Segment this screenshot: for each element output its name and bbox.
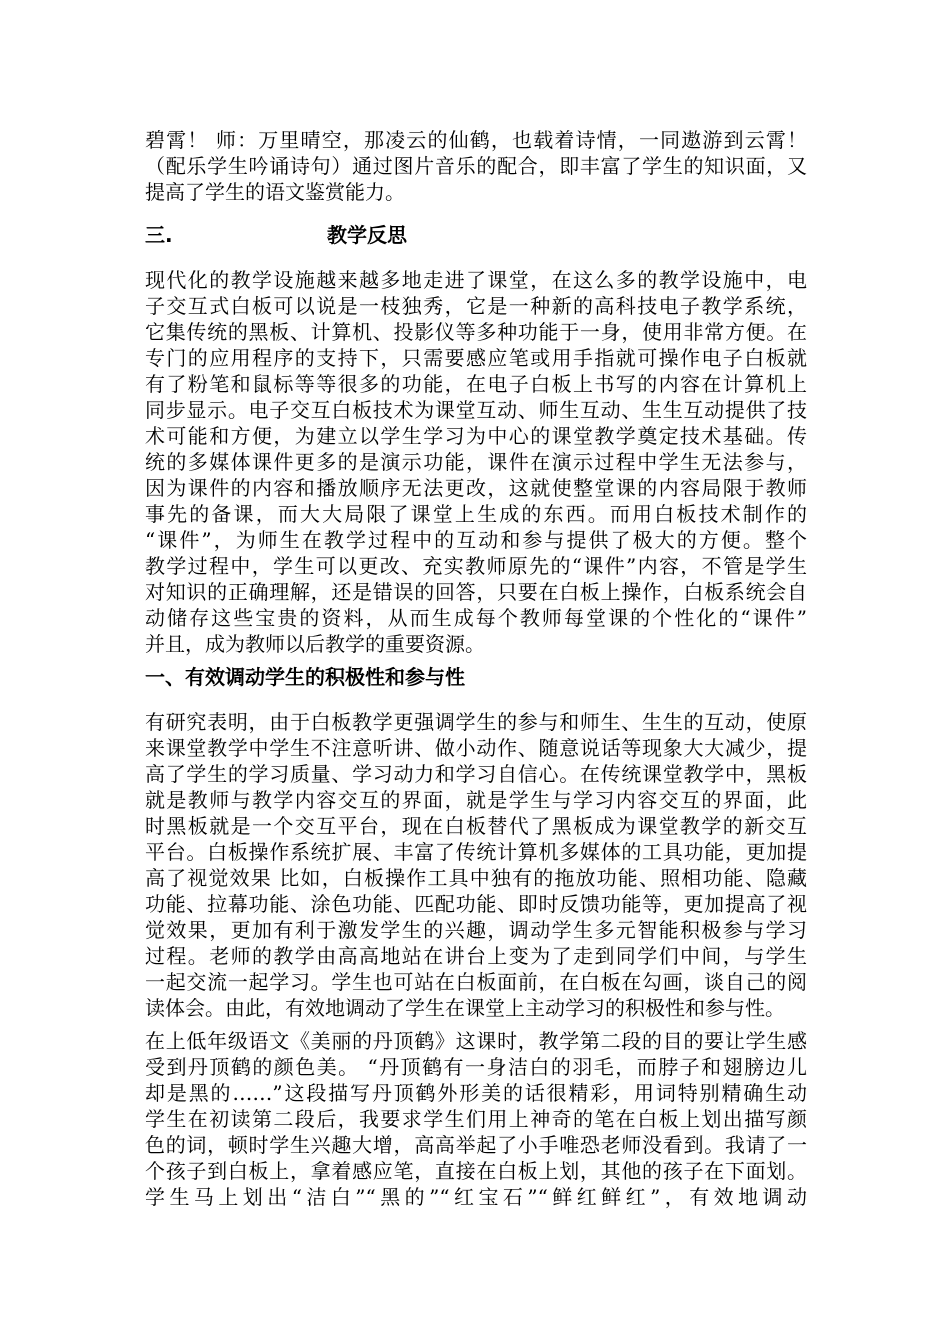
text-line: 碧霄！ 师：万里晴空，那凌云的仙鹤，也载着诗情，一同遨游到云霄！ xyxy=(145,128,807,152)
text-line: 个孩子到白板上，拿着感应笔，直接在白板上划，其他的孩子在下面划。 xyxy=(145,1159,807,1183)
text-line: 平台。白板操作系统扩展、丰富了传统计算机多媒体的工具功能，更加提 xyxy=(145,840,807,864)
text-line: 因为课件的内容和播放顺序无法更改，这就使整堂课的内容局限于教师 xyxy=(145,476,807,500)
text-line: “课件”，为师生在教学过程中的互动和参与提供了极大的方便。整个 xyxy=(145,528,807,552)
text-line: 却是黑的……”这段描写丹顶鹤外形美的话很精彩，用词特别精确生动 xyxy=(145,1081,807,1105)
text-line: 学生在初读第二段后，我要求学生们用上神奇的笔在白板上划出描写颜 xyxy=(145,1107,807,1131)
text-line: 术可能和方便，为建立以学生学习为中心的课堂教学奠定技术基础。传 xyxy=(145,424,807,448)
text-line: 教学过程中，学生可以更改、充实教师原先的“课件”内容，不管是学生 xyxy=(145,554,807,578)
text-line: 有研究表明，由于白板教学更强调学生的参与和师生、生生的互动，使原 xyxy=(145,710,807,734)
paragraph-reflection xyxy=(145,267,807,657)
text-line: 子交互式白板可以说是一枝独秀，它是一种新的高科技电子教学系统， xyxy=(145,294,807,318)
paragraph-intro-tail xyxy=(145,127,807,205)
text-line: 功能、拉幕功能、涂色功能、匹配功能、即时反馈功能等，更加提高了视 xyxy=(145,892,807,916)
text-line: （配乐学生吟诵诗句）通过图片音乐的配合，即丰富了学生的知识面，又 xyxy=(145,154,807,178)
text-line: 有了粉笔和鼠标等等很多的功能，在电子白板上书写的内容在计算机上 xyxy=(145,372,807,396)
text-line: 过程。老师的教学由高高地站在讲台上变为了走到同学们中间，与学生 xyxy=(145,944,807,968)
section-heading-three xyxy=(145,222,407,248)
text-line: 觉效果，更加有利于激发学生的兴趣，调动学生多元智能积极参与学习 xyxy=(145,918,807,942)
text-line: 同步显示。电子交互白板技术为课堂互动、师生互动、生生互动提供了技 xyxy=(145,398,807,422)
text-line: 专门的应用程序的支持下，只需要感应笔或用手指就可操作电子白板就 xyxy=(145,346,807,370)
section-title: 教学反思 xyxy=(327,223,407,247)
text-line: 它集传统的黑板、计算机、投影仪等多种功能于一身，使用非常方便。在 xyxy=(145,320,807,344)
section-title: 一、有效调动学生的积极性和参与性 xyxy=(145,665,465,689)
text-line: 受到丹顶鹤的颜色美。 “丹顶鹤有一身洁白的羽毛，而脖子和翅膀边儿 xyxy=(145,1055,807,1079)
text-line: 学生马上划出“洁白”“黑的”“红宝石”“鲜红鲜红”，有效地调动 xyxy=(145,1185,807,1209)
text-line: 现代化的教学设施越来越多地走进了课堂，在这么多的教学设施中，电 xyxy=(145,268,807,292)
text-line: 动储存这些宝贵的资料，从而生成每个教师每堂课的个性化的“课件” xyxy=(145,606,807,630)
text-line: 一起交流一起学习。学生也可站在白板面前，在白板在勾画，谈自己的阅 xyxy=(145,970,807,994)
text-line: 统的多媒体课件更多的是演示功能，课件在演示过程中学生无法参与， xyxy=(145,450,807,474)
text-line: 事先的备课，而大大局限了课堂上生成的东西。而用白板技术制作的 xyxy=(145,502,807,526)
text-line: 就是教师与教学内容交互的界面，就是学生与学习内容交互的界面，此 xyxy=(145,788,807,812)
text-line: 色的词，顿时学生兴趣大增，高高举起了小手唯恐老师没看到。我请了一 xyxy=(145,1133,807,1157)
paragraph-example xyxy=(145,1028,807,1210)
text-line: 读体会。由此，有效地调动了学生在课堂上主动学习的积极性和参与性。 xyxy=(145,996,785,1020)
section-number: 三. xyxy=(145,223,173,247)
text-line: 高了视觉效果 比如，白板操作工具中独有的拖放功能、照相功能、隐藏 xyxy=(145,866,807,890)
paragraph-research xyxy=(145,709,807,1021)
text-line: 来课堂教学中学生不注意听讲、做小动作、随意说话等现象大大减少，提 xyxy=(145,736,807,760)
text-line: 时黑板就是一个交互平台，现在白板替代了黑板成为课堂教学的新交互 xyxy=(145,814,807,838)
text-line: 高了学生的学习质量、学习动力和学习自信心。在传统课堂教学中，黑板 xyxy=(145,762,807,786)
text-line: 提高了学生的语文鉴赏能力。 xyxy=(145,180,405,204)
section-heading-one xyxy=(145,664,465,690)
text-line: 在上低年级语文《美丽的丹顶鹤》这课时，教学第二段的目的要让学生感 xyxy=(145,1029,807,1053)
text-line: 并且，成为教师以后教学的重要资源。 xyxy=(145,632,485,656)
text-line: 对知识的正确理解，还是错误的回答，只要在白板上操作，白板系统会自 xyxy=(145,580,807,604)
